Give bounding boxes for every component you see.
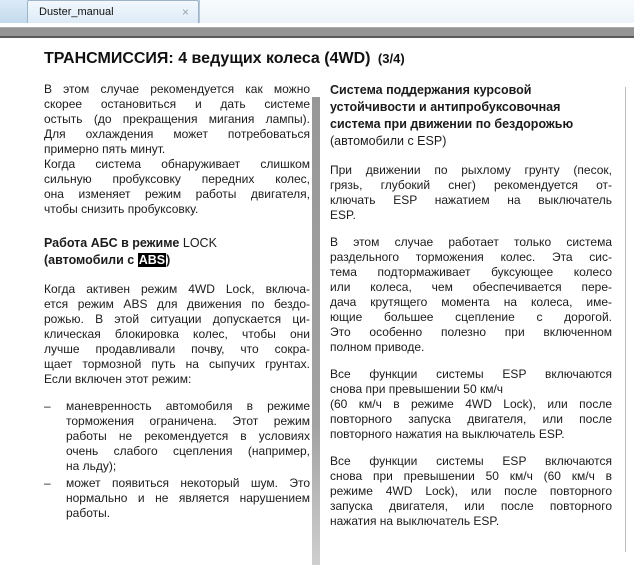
text-line	[330, 133, 612, 150]
text-line: остыть (до прекращения мигания лампы).	[44, 112, 310, 126]
text-line: дача крутящего момента на колеса, име-	[330, 295, 612, 309]
column-divider	[312, 97, 320, 565]
text-line: Все функции системы ESP включаются	[330, 454, 612, 468]
text-line: клическая блокировка колес, чтобы они	[44, 327, 310, 341]
heading-text-segment: LOCK	[182, 236, 217, 250]
left-column	[44, 82, 310, 541]
text-line: или колеса, чем обеспечивается пере-	[330, 280, 612, 294]
text-line	[330, 82, 612, 99]
text-line: нажатия на выключатель ESP.	[330, 514, 500, 528]
text-line	[44, 235, 310, 252]
text-line: снова при превышении 50 км/ч (60 км/ч в	[330, 469, 612, 483]
text-line: ключать ESP нажатием на выключатель	[330, 193, 612, 207]
heading-text-segment: устойчивости и антипробуксовочная	[330, 100, 561, 114]
document-page	[0, 50, 634, 566]
text-line: очень слабого сцепления (например,	[66, 444, 310, 458]
text-line: снова при превышении 50 км/ч	[330, 382, 504, 396]
heading-text-segment: (автомобили с ESP)	[330, 134, 447, 148]
paragraph	[44, 82, 310, 217]
text-line: При движении по рыхлому грунту (песок,	[330, 163, 612, 177]
search-highlight: ABS	[138, 253, 166, 267]
page-title-text: ТРАНСМИССИЯ: 4 ведущих колеса (4WD)	[44, 50, 371, 67]
text-line: Когда активен режим 4WD Lock, включа-	[44, 282, 310, 296]
text-line: маневренность автомобиля в режиме	[66, 399, 310, 413]
heading-text-segment: Работа АБС в режиме	[44, 236, 183, 250]
text-line: ющие большее сцепление с дорогой.	[330, 310, 612, 324]
paragraph	[330, 235, 612, 355]
text-line: грязь, глубокий снег) рекомендуется от-	[330, 178, 612, 192]
paragraph	[330, 367, 612, 442]
text-line: Для охлаждения может потребоваться	[44, 127, 310, 141]
tab-title: Duster_manual	[39, 6, 114, 18]
text-line: Это особенно полезно при включенном	[330, 325, 612, 339]
text-line: запуска двигателя, или после повторного	[330, 499, 612, 513]
text-line: раздельного торможения колес. Эта сис-	[330, 250, 612, 264]
text-line: (60 км/ч в режиме 4WD Lock), или после	[330, 397, 612, 411]
heading-text-segment: )	[166, 253, 171, 267]
text-line: полном приводе.	[330, 340, 425, 354]
text-line: повторного нажатия на выключатель ESP.	[330, 427, 565, 441]
text-line	[330, 116, 612, 133]
tab-duster-manual[interactable]	[27, 0, 199, 23]
tab-bar	[0, 0, 634, 23]
text-line: щает тормозной путь на сыпучих грунтах.	[44, 357, 310, 371]
paragraph	[330, 163, 612, 223]
heading-text-segment: система при движении по бездорожью	[330, 117, 574, 131]
bullet-item	[44, 399, 310, 474]
text-line: чтобы снизить пробуксовку.	[44, 202, 199, 216]
bullet-marker: –	[44, 399, 51, 413]
text-line	[330, 99, 612, 116]
paragraph	[330, 454, 612, 529]
section-heading	[44, 235, 310, 269]
page-title	[44, 50, 634, 68]
text-line	[44, 252, 310, 269]
text-line: ESP.	[330, 208, 356, 222]
paragraph	[44, 282, 310, 387]
text-line: нормально и не является нарушением	[66, 491, 310, 505]
bullet-marker: –	[44, 476, 51, 490]
text-line: В этом случае работает только система	[330, 235, 612, 249]
text-line: Если включен этот режим:	[44, 372, 192, 386]
section-heading	[330, 82, 612, 150]
text-line: на льду);	[66, 459, 117, 473]
text-line: примерно пять минут.	[44, 142, 166, 156]
text-line: Когда система обнаруживает слишком	[44, 157, 310, 171]
text-line: ется режим ABS для движения по бездо-	[44, 297, 310, 311]
tab-bar-empty-area	[199, 0, 634, 23]
text-line: В этом случае рекомендуется как можно	[44, 82, 310, 96]
text-line: лучше продавливали почву, что сокра-	[44, 342, 310, 356]
text-line: торможения ограничена. Этот режим	[66, 414, 310, 428]
heading-text-segment: Система поддержания курсовой	[330, 83, 532, 97]
tab-close-icon[interactable]: ×	[181, 5, 189, 19]
text-line: работы не рекомендуется в условиях	[66, 429, 310, 443]
text-line: повторного запуска двигателя, или после	[330, 412, 612, 426]
right-column	[330, 82, 612, 541]
bullet-item	[44, 476, 310, 521]
page-number-indicator: (3/4)	[377, 51, 405, 66]
text-line: режиме 4WD Lock), или после повторного	[330, 484, 612, 498]
text-line: Все функции системы ESP включаются	[330, 367, 612, 381]
heading-text-segment: (автомобили с	[44, 253, 138, 267]
text-line: рожью. В этой ситуации допускается ци-	[44, 312, 310, 326]
text-line: она изменяет режим работы двигателя,	[44, 187, 310, 201]
toolbar-divider-bar	[0, 27, 634, 38]
text-line: скорее остановиться и дать системе	[44, 97, 310, 111]
text-line: сильную пробуксовку передних колес,	[44, 172, 310, 186]
text-line: работы.	[66, 506, 111, 520]
text-line: может появиться некоторый шум. Это	[66, 476, 310, 490]
text-line: тема подтормаживает буксующее колесо	[330, 265, 612, 279]
page-edge-line	[625, 87, 626, 552]
